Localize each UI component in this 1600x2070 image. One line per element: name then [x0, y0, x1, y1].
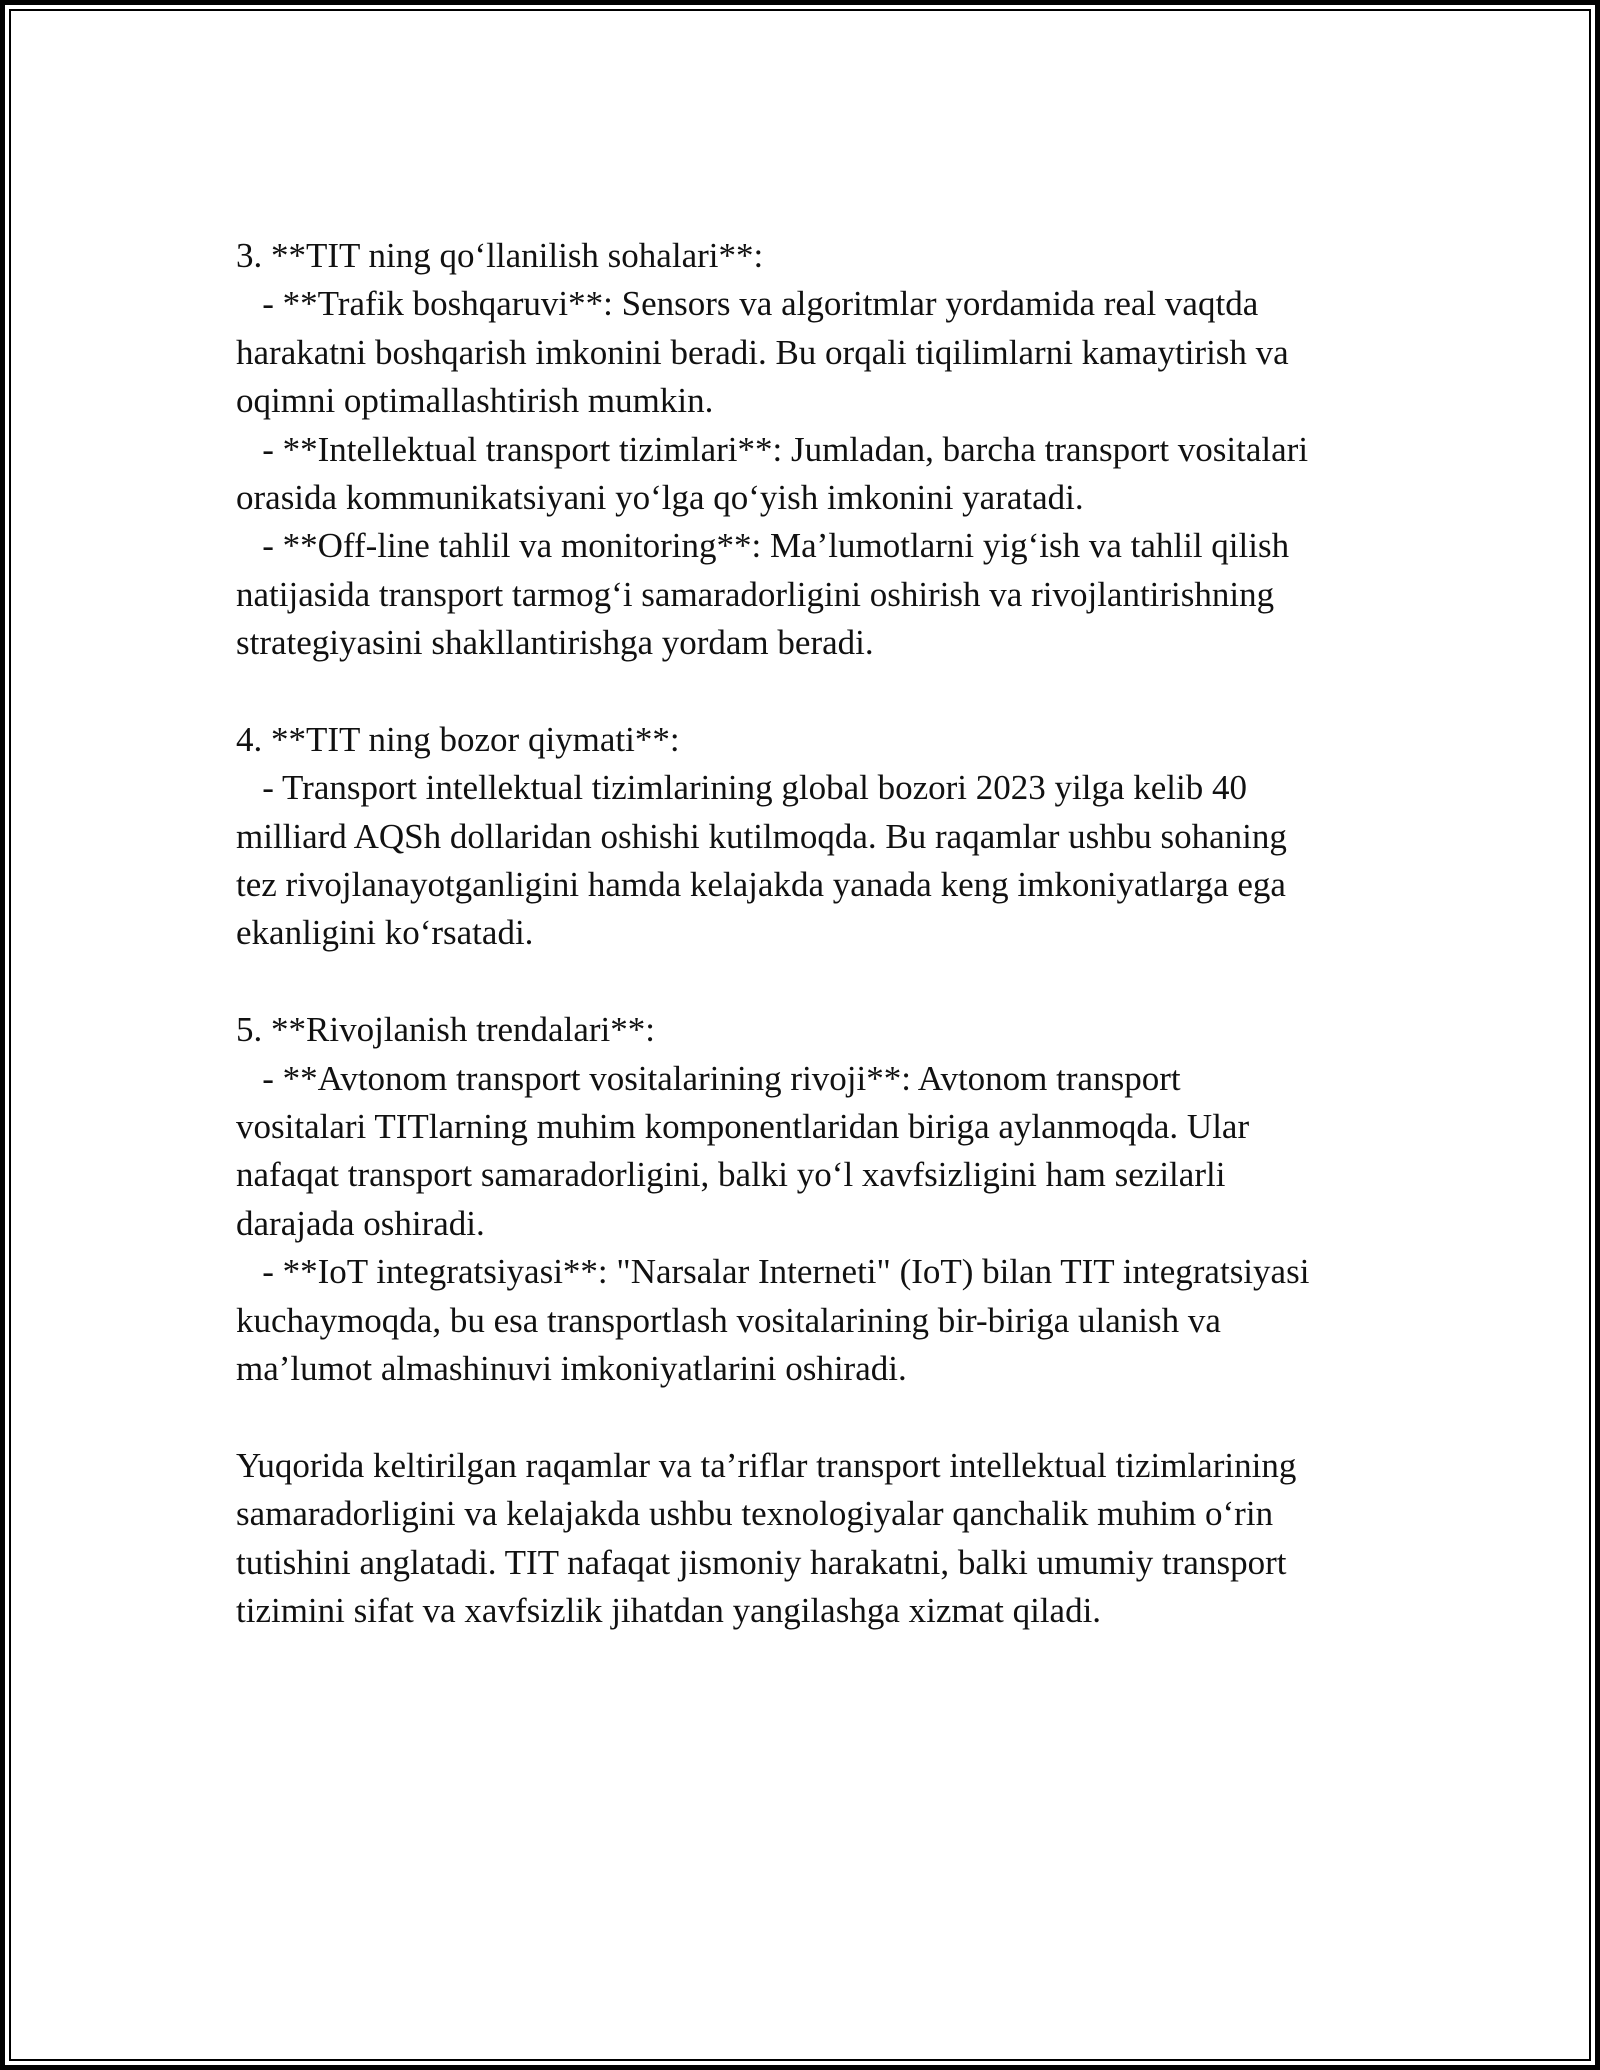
paragraph-line: orasida kommunikatsiyani yo‘lga qo‘yish imkonini yaratadi. — [236, 477, 1084, 517]
section-heading: 4. **TIT ning bozor qiymati**: — [236, 719, 680, 759]
paragraph-line: tutishini anglatadi. TIT nafaqat jismoniy harakatni, balki umumiy transport — [236, 1542, 1287, 1582]
paragraph-line: strategiyasini shakllantirishga yordam beradi. — [236, 623, 874, 663]
paragraph-line: tizimini sifat va xavfsizlik jihatdan yangilashga xizmat qiladi. — [236, 1590, 1102, 1630]
paragraph-line: - **Trafik boshqaruvi**: Sensors va algoritmlar yordamida real vaqtda — [236, 284, 1259, 324]
section-heading: 3. **TIT ning qo‘llanilish sohalari**: — [236, 236, 764, 275]
paragraph-line: - **Avtonom transport vositalarining rivoji**: Avtonom transport — [236, 1058, 1181, 1098]
section-market-value — [236, 716, 1396, 958]
paragraph-spacer — [236, 1393, 1396, 1441]
section-conclusion — [236, 1442, 1396, 1636]
paragraph-line: harakatni boshqarish imkonini beradi. Bu orqali tiqilimlarni kamaytirish va — [236, 332, 1289, 372]
section-applications — [236, 232, 1396, 668]
paragraph-line: kuchaymoqda, bu esa transportlash vositalarining bir-biriga ulanish va — [236, 1300, 1221, 1340]
paragraph-line: - Transport intellektual tizimlarining global bozori 2023 yilga kelib 40 — [236, 768, 1247, 808]
paragraph-line: oqimni optimallashtirish mumkin. — [236, 381, 714, 421]
paragraph-line: - **Intellektual transport tizimlari**: Jumladan, barcha transport vositalari — [236, 429, 1309, 469]
paragraph-line: Yuqorida keltirilgan raqamlar va ta’riflar transport intellektual tizimlarining — [236, 1445, 1297, 1485]
document-body — [236, 232, 1396, 1635]
paragraph-line: darajada oshiradi. — [236, 1203, 485, 1243]
paragraph-line: nafaqat transport samaradorligini, balki yo‘l xavfsizligini ham sezilarli — [236, 1155, 1226, 1195]
paragraph-line: vositalari TITlarning muhim komponentlaridan biriga aylanmoqda. Ular — [236, 1107, 1250, 1147]
paragraph-line: milliard AQSh dollaridan oshishi kutilmoqda. Bu raqamlar ushbu sohaning — [236, 816, 1287, 856]
paragraph-spacer — [236, 958, 1396, 1006]
paragraph-line: - **IoT integratsiyasi**: "Narsalar Interneti" (IoT) bilan TIT integratsiyasi — [236, 1252, 1310, 1292]
paragraph-line: natijasida transport tarmog‘i samaradorligini oshirish va rivojlantirishning — [236, 574, 1275, 614]
paragraph-line: samaradorligini va kelajakda ushbu texnologiyalar qanchalik muhim o‘rin — [236, 1494, 1274, 1534]
section-heading: 5. **Rivojlanish trendalari**: — [236, 1010, 655, 1050]
paragraph-spacer — [236, 668, 1396, 716]
paragraph-line: tez rivojlanayotganligini hamda kelajakda yanada keng imkoniyatlarga ega — [236, 865, 1286, 905]
paragraph-line: - **Off-line tahlil va monitoring**: Ma’lumotlarni yig‘ish va tahlil qilish — [236, 526, 1290, 566]
paragraph-line: ekanligini ko‘rsatadi. — [236, 913, 534, 953]
paragraph-line: ma’lumot almashinuvi imkoniyatlarini oshiradi. — [236, 1348, 907, 1388]
section-trends — [236, 1006, 1396, 1393]
